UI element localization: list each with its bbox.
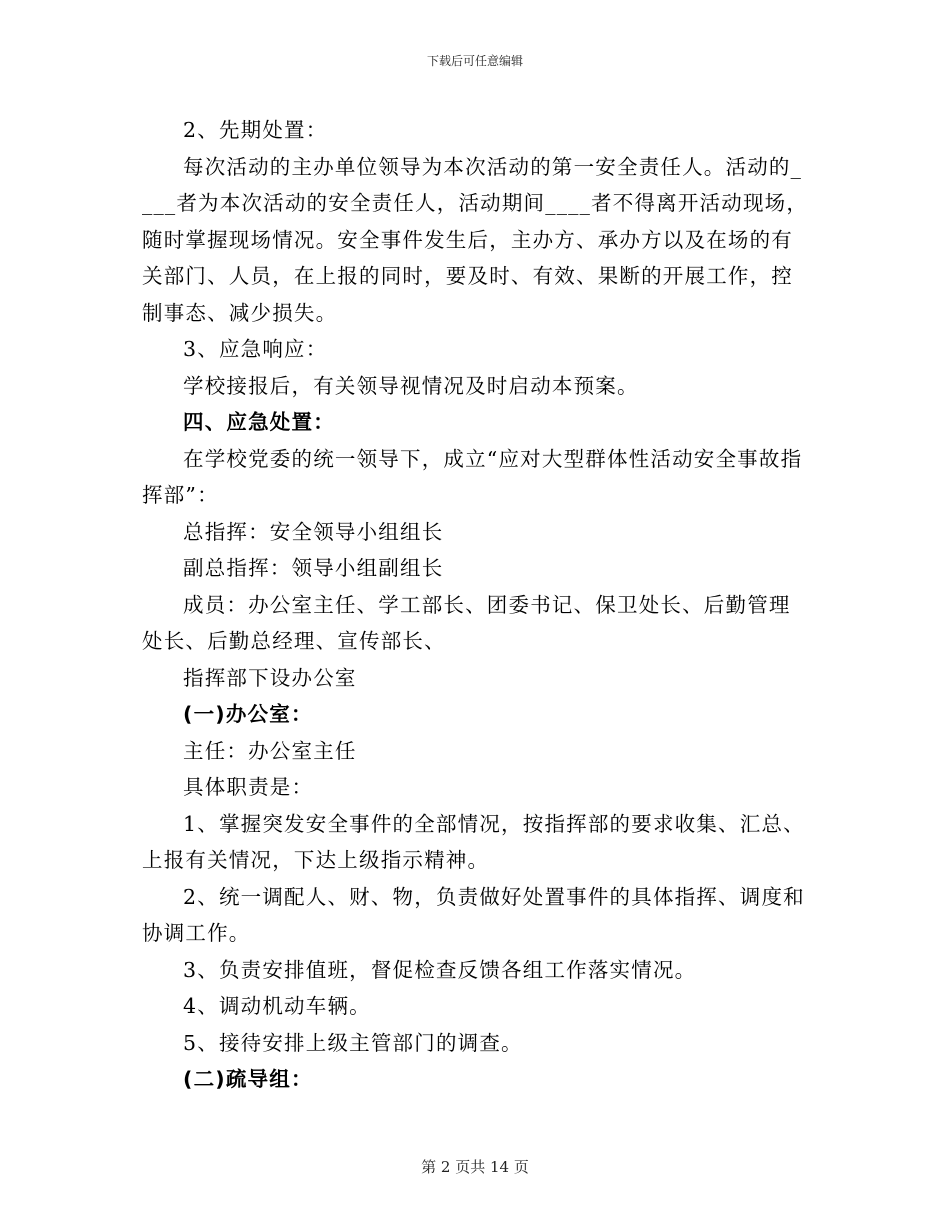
duty-item-4: 4、调动机动车辆。 [183,994,371,1018]
section-4-paragraph: 在学校党委的统一领导下，成立“应对大型群体性活动安全事故指挥部”： [142,446,803,507]
section-2-paragraph-part-1: 每次活动的主办单位领导为本次活动的第一安全责任人。活动的_ [183,154,803,179]
page-header: 下载后可任意编辑 [426,54,523,68]
section-2-paragraph-part-2: ___者为本次活动的安全责任人，活动期间____者不得离开活动现场，随时掌握现场情况。安全事件发生后，主办方、承办方以及在场的有关部门、人员，在上报的同时，要及时、有效、果断的开展工作，控制事态、减少损失。 [142,191,809,325]
duties-label: 具体职责是： [183,775,314,799]
guide-group-subheading: (二)疏导组： [183,1067,313,1091]
office-setup-line: 指挥部下设办公室 [183,665,357,690]
section-2-title: 2、先期处置： [183,118,328,142]
document-body [142,112,810,1098]
office-subheading: (一)办公室： [183,702,313,726]
office-head-line: 主任：办公室主任 [183,738,357,763]
vice-commander-line: 副总指挥：领导小组副组长 [183,556,444,580]
duty-item-5: 5、接待安排上级主管部门的调查。 [183,1030,523,1055]
duty-item-1: 1、掌握突发安全事件的全部情况，按指挥部的要求收集、汇总、上报有关情况，下达上级指示精神。 [142,811,805,872]
section-3-paragraph: 学校接报后，有关领导视情况及时启动本预案。 [183,373,639,398]
duty-item-3: 3、负责安排值班，督促检查反馈各组工作落实情况。 [183,957,697,982]
section-2-paragraph [142,149,810,332]
duty-item-2: 2、统一调配人、财、物，负责做好处置事件的具体指挥、调度和协调工作。 [142,884,805,945]
commander-line: 总指挥：安全领导小组组长 [183,519,444,544]
page-footer: 第 2 页共 14 页 [421,1158,529,1176]
section-4-heading: 四、应急处置： [183,410,335,434]
section-3-title: 3、应急响应： [183,337,328,361]
members-line: 成员：办公室主任、学工部长、团委书记、保卫处长、后勤管理处长、后勤总经理、宣传部长、 [142,592,791,653]
